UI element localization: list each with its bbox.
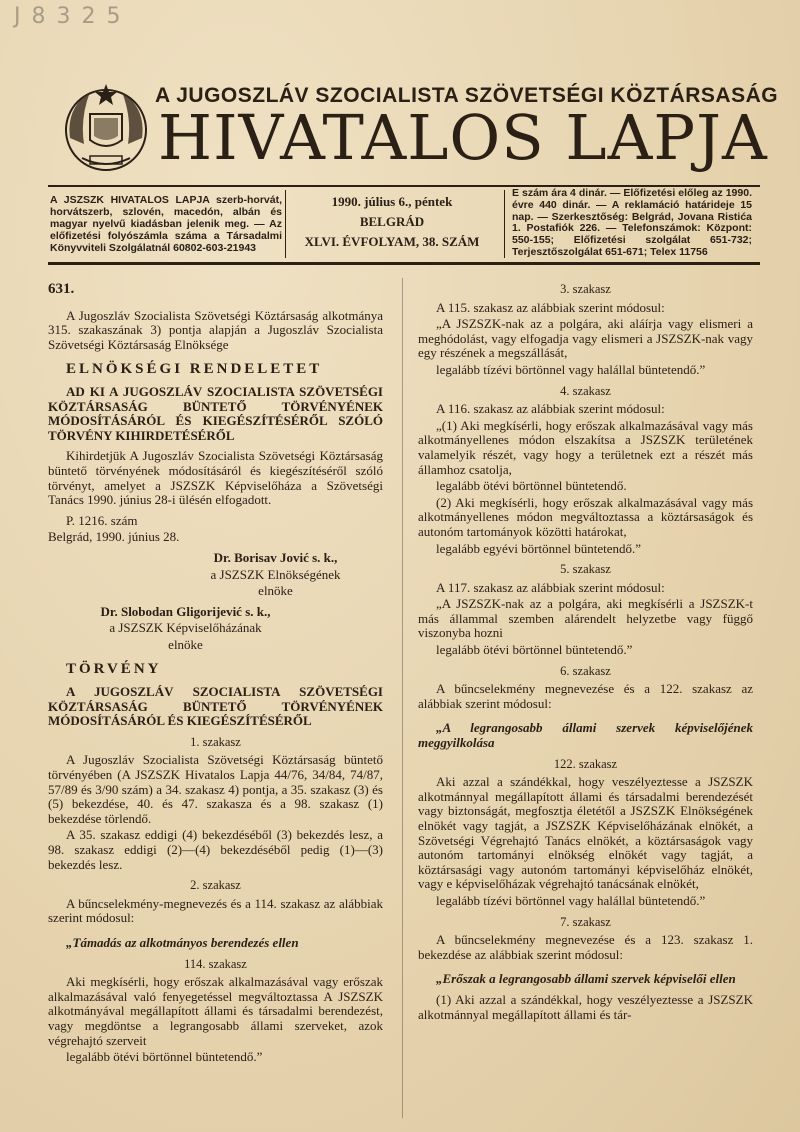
section-4-paragraph-3: legalább ötévi börtönnel büntetendő. <box>436 478 627 494</box>
coat-of-arms-icon <box>60 78 152 174</box>
section-6-heading: 6. szakasz <box>560 663 611 678</box>
left-column <box>48 282 383 1067</box>
header-divider <box>285 190 286 258</box>
section-5-paragraph-3: legalább ötévi börtönnel büntetendő.” <box>436 642 633 658</box>
section-1-paragraph-2: A 35. szakasz eddigi (4) bekezdéséből (3) bekezdés lesz, a 98. szakasz eddigi (2)—(4) bekezdéséből pedig (1)—(3) bekezdés lesz. <box>48 827 383 872</box>
section-3-paragraph-3: legalább tízévi börtönnel vagy halállal büntetendő.” <box>436 361 706 377</box>
section-3-paragraph-2: „A JSZSZK-nak az a polgára, aki aláírja vagy elismeri a meghódolást, vagy elfogadja vagy elismeri a JSZSZK-nak vagy egy részének a megszállását, <box>418 316 753 361</box>
section-6-quote-title: „A legrangosabb állami szervek képviselőjének meggyilkolása <box>418 720 753 751</box>
decree-subject: AD KI A JUGOSZLÁV SZOCIALISTA SZÖVETSÉGI KÖZTÁRSASÁG BÜNTETŐ TÖRVÉNYÉNEK MÓDOSÍTÁSÁRÓL ÉS KIEGÉSZÍTÉSÉRŐL SZÓLÓ TÖRVÉNY KIHIRDETÉSÉRŐL <box>48 383 383 443</box>
section-6-paragraph-1: A bűncselekmény megnevezése és a 122. szakasz az alábbiak szerint módosul: <box>418 681 753 711</box>
reference-number: P. 1216. szám <box>66 512 138 528</box>
section-1-paragraph-1: A Jugoszláv Szocialista Szövetségi Köztársaság büntető törvényében (A JSZSZK Hivatalos Lapja 44/76, 34/84, 74/87, 57/89 és 3/90 szám) a 34. szakasz 4) pontja, a 35. szakasz (3) és (5) bekezdése, 40. és 47. szakasza és a 98. szakasz (1) bekezdése törlendő. <box>48 752 383 826</box>
section-2-heading: 2. szakasz <box>190 878 241 893</box>
section-2-paragraph-1: A bűncselekmény-megnevezés és a 114. szakasz az alábbiak szerint módosul: <box>48 895 383 926</box>
signature-1-name: Dr. Borisav Jović s. k., <box>213 549 338 565</box>
reference-date: Belgrád, 1990. június 28. <box>48 529 180 545</box>
section-3-heading: 3. szakasz <box>560 282 611 296</box>
column-divider <box>402 278 403 1118</box>
law-title: TÖRVÉNY <box>66 661 162 678</box>
header-rule-bottom <box>48 262 760 265</box>
section-2-paragraph-2: Aki megkísérli, hogy erőszak alkalmazásával vagy erőszak alkalmazásával való fenyegetéssel megváltoztassa A JSZSZK alkotmányával megállapított állami és társadalmi berendezést, vagy megdöntse a legrangosabb állami szerveket, azok végrehajtó szerveit <box>48 974 383 1048</box>
decree-title: ELNÖKSÉGI RENDELETET <box>66 361 323 378</box>
signature-1-line: a JSZSZK Elnökségének <box>210 566 341 582</box>
promulgation-paragraph: Kihirdetjük A Jugoszláv Szocialista Szövetségi Köztársaság büntető törvényének módosításáról és kiegészítéséről szóló törvényt, amelyet a JSZSZK Képviselőháza a Szövetségi Tanács 1990. június 28-i ülésén elfogadott. <box>48 448 383 508</box>
signature-2-role: elnöke <box>168 636 203 652</box>
issue-info <box>288 192 496 252</box>
masthead-kicker: A JUGOSZLÁV SZOCIALISTA SZÖVETSÉGI KÖZTÁRSASÁG <box>155 84 779 107</box>
right-column <box>418 282 753 1024</box>
section-4-heading: 4. szakasz <box>560 383 611 398</box>
issue-date: 1990. július 6., péntek <box>331 194 453 209</box>
section-4-paragraph-1: A 116. szakasz az alábbiak szerint módosul: <box>436 401 665 417</box>
subscription-info: E szám ára 4 dinár. — Előfizetési előleg az 1990. évre 440 dinár. — A reklamáció határideje 15 nap. — Szerkesztőség: Belgrád, Jovana Ristića 1. Postafiók 226. — Telefonszámok: Központ: 550-155; Előfizetési szolgálat 651-732; Terjesztőszolgálat 651-671; Telex 11756 <box>512 187 752 258</box>
issue-volume: XLVI. ÉVFOLYAM, 38. SZÁM <box>304 234 480 249</box>
section-2-paragraph-3: legalább ötévi börtönnel büntetendő.” <box>66 1049 263 1065</box>
section-7-paragraph-2: (1) Aki azzal a szándékkal, hogy veszélyeztesse a JSZSZK alkotmánnyal megállapított állami és tár- <box>418 991 753 1022</box>
section-2-article: 114. szakasz <box>184 956 247 971</box>
law-subject: A JUGOSZLÁV SZOCIALISTA SZÖVETSÉGI KÖZTÁRSASÁG BÜNTETŐ TÖRVÉNYÉNEK MÓDOSÍTÁSÁRÓL ÉS KIEGÉSZÍTÉSÉRŐL <box>48 684 383 729</box>
section-7-heading: 7. szakasz <box>560 914 611 929</box>
section-7-paragraph-1: A bűncselekmény megnevezése és a 123. szakasz 1. bekezdése az alábbiak szerint módosul: <box>418 932 753 962</box>
publication-info: A JSZSZK HIVATALOS LAPJA szerb-horvát, horvátszerb, szlovén, macedón, albán és magyar nyelvű kiadásban jelenik meg. — Az előfizetési folyószámla száma a Társadalmi Könyvviteli Szolgálatnál 60802-603-21943 <box>50 194 282 254</box>
section-6-article: 122. szakasz <box>553 756 618 771</box>
section-7-quote-title: „Erőszak a legrangosabb állami szervek képviselői ellen <box>436 971 736 987</box>
section-4-paragraph-5: legalább egyévi börtönnel büntetendő.” <box>436 540 642 556</box>
section-5-heading: 5. szakasz <box>560 562 611 577</box>
section-1-heading: 1. szakasz <box>190 734 241 749</box>
archive-stamp: J 8 3 2 5 <box>14 4 123 29</box>
intro-paragraph: A Jugoszláv Szocialista Szövetségi Köztársaság alkotmánya 315. szakaszának 3) pontja alapján a Jugoszláv Szocialista Szövetségi Köztársaság Elnöksége <box>48 307 383 352</box>
signature-2-line: a JSZSZK Képviselőházának <box>109 620 262 636</box>
section-5-paragraph-2: „A JSZSZK-nak az a polgára, aki megkísérli a JSZSZK-t más állammal szemben alárendelt helyzetbe vagy függő viszonyba hozni <box>418 596 753 641</box>
item-number: 631. <box>48 281 75 297</box>
section-6-paragraph-2: Aki azzal a szándékkal, hogy veszélyeztesse a JSZSZK alkotmánnyal megállapított állami és társadalmi berendezését vagy biztonságát, megfosztja életétől a JSZSZK Elnökségének elnökét vagy tagját, a JSZSZK Képviselőházának elnökét, a Szövetségi Végrehajtó Tanács elnökét, a köztársaságok vagy autonóm tartományi elnökség elnökét vagy tagját, a köztársasági vagy autonóm tartományi képviselőház elnökét, vagy e képviselőházak végrehajtó tanácsának elnökét, <box>418 774 753 892</box>
issue-place: BELGRÁD <box>359 214 425 229</box>
section-6-paragraph-3: legalább tízévi börtönnel vagy halállal büntetendő.” <box>436 892 706 908</box>
header-divider <box>504 190 505 258</box>
section-2-quote-title: „Támadás az alkotmányos berendezés ellen <box>66 934 299 950</box>
section-3-paragraph-1: A 115. szakasz az alábbiak szerint módosul: <box>436 299 665 315</box>
section-5-paragraph-1: A 117. szakasz az alábbiak szerint módosul: <box>436 579 665 595</box>
section-4-paragraph-4: (2) Aki megkísérli, hogy erőszak alkalmazásával vagy más alkotmányellenes módon megváltoztassa a köztársaságok és autonóm tartományok közötti határokat, <box>418 494 753 539</box>
section-4-paragraph-2: „(1) Aki megkísérli, hogy erőszak alkalmazásával vagy más alkotmányellenes módon elszakítsa a JSZSZK területének valamelyik részét, vagy hogy a területnek ezt a részét más államhoz csatolja, <box>418 417 753 477</box>
signature-1-role: elnöke <box>258 583 293 599</box>
masthead-title: HIVATALOS LAPJA <box>158 101 768 174</box>
signature-2-name: Dr. Slobodan Gligorijević s. k., <box>100 603 271 619</box>
